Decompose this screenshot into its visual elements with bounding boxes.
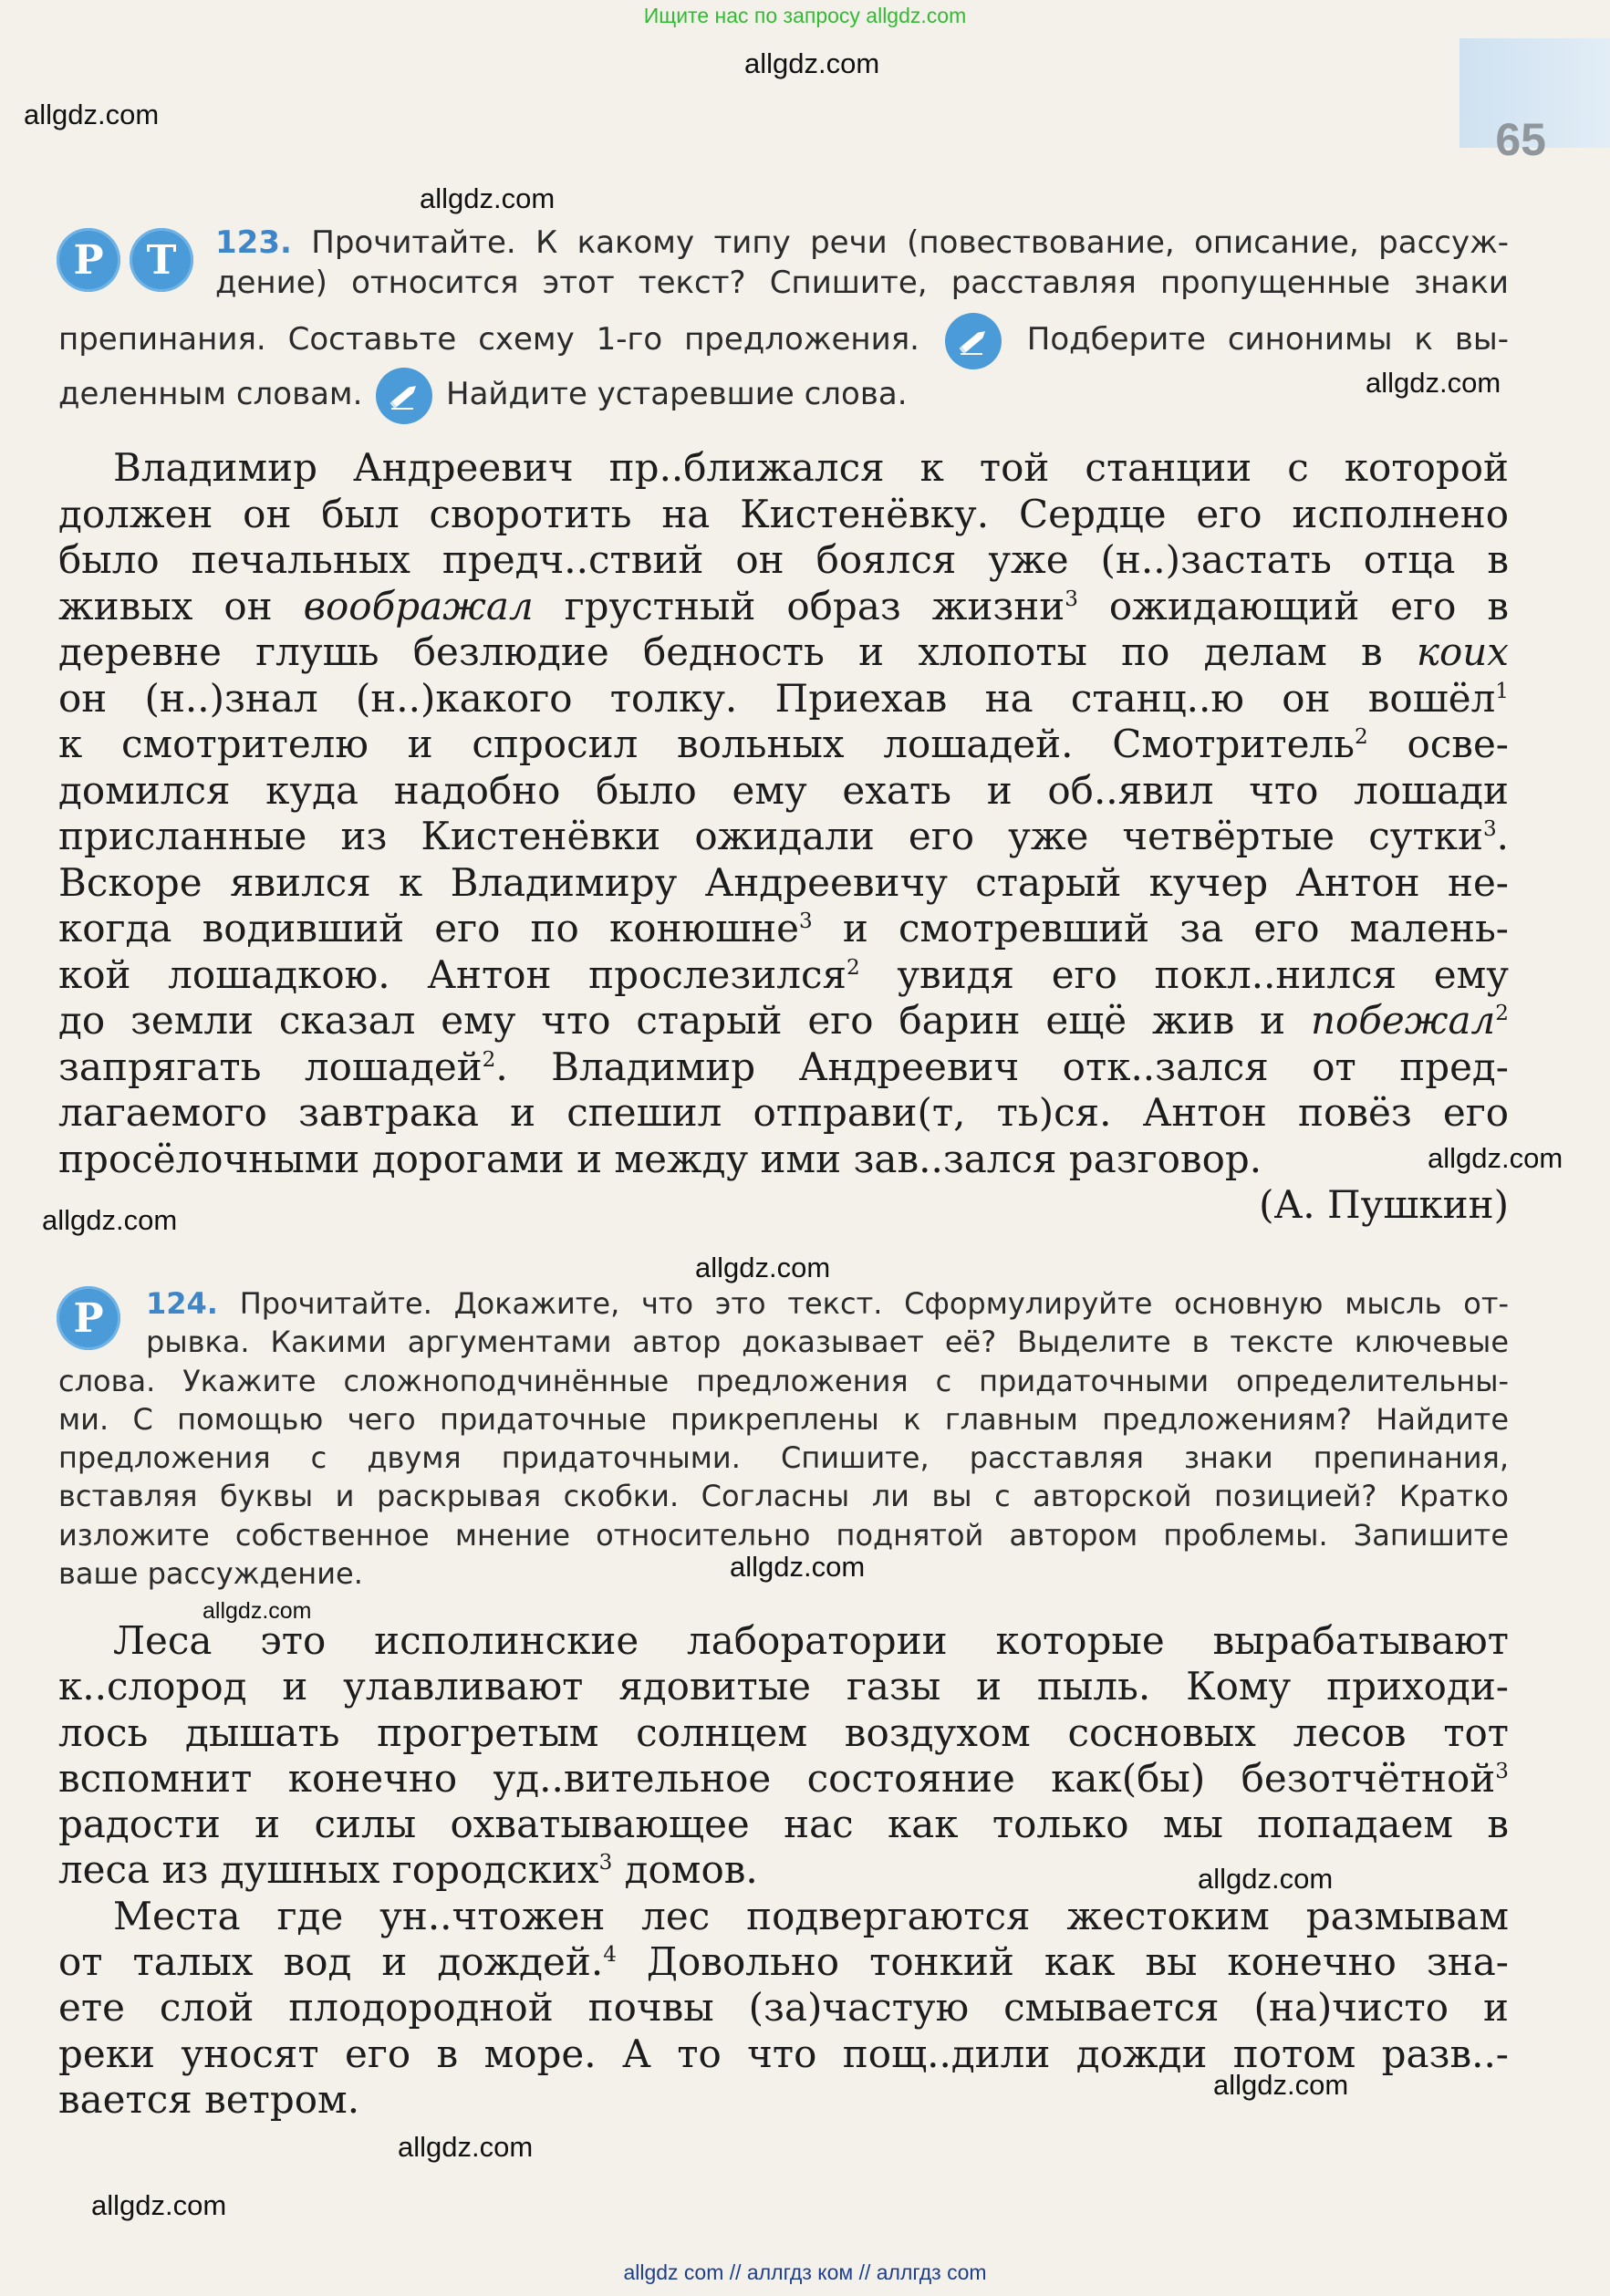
task-line: ми. С помощью чего придаточные прикреплены к главным предложениям? Найдите	[58, 1401, 1509, 1437]
text-line: ете слой плодородной почвы (за)частую смывается (на)чисто и	[58, 1985, 1509, 2031]
text-line: от талых вод и дождей.$^4$ Довольно тонкий как вы конечно зна-	[58, 1939, 1509, 1985]
text-line: деревне глушь безлюдие бедность и хлопоты по делам в коих	[58, 629, 1509, 674]
watermark: allgdz.com	[744, 47, 880, 79]
text-line: Места где ун..чтожен лес подвергаются жестоким размывам	[113, 1893, 1509, 1938]
task-line: Найдите устаревшие слова.	[446, 376, 908, 412]
task-line: ваше рассуждение.	[58, 1556, 363, 1592]
text-line: вается ветром.	[58, 2076, 360, 2122]
text-line: присланные из Кистенёвки ожидали его уже четвёртые сутки$^3$.	[58, 814, 1509, 858]
text-line: запрягать лошадей$^2$. Владимир Андреевич отк..зался от пред-	[58, 1044, 1509, 1089]
pencil-icon	[945, 313, 1002, 369]
text-line: радости и силы охватывающее нас как только мы попадаем в	[58, 1802, 1509, 1847]
task-line: препинания. Составьте схему 1-го предложения.	[58, 321, 919, 358]
text-line: лагаемого завтрака и спешил отправи(т, ть)ся. Антон повёз его	[58, 1090, 1509, 1135]
text-line: до земли сказал ему что старый его барин ещё жив и побежал$^2$	[58, 998, 1509, 1043]
watermark: allgdz.com	[398, 2131, 534, 2163]
watermark: allgdz.com	[1198, 1863, 1334, 1895]
task-124-number: 124.	[146, 1286, 218, 1321]
pencil-icon	[376, 368, 432, 424]
text-line: домился куда надобно было ему ехать и об..явил что лошади	[58, 767, 1509, 813]
watermark: allgdz.com	[730, 1551, 866, 1583]
watermark: allgdz.com	[1428, 1142, 1563, 1174]
task-line: вставляя буквы и раскрывая скобки. Согласны ли вы с авторской позицией? Кратко	[58, 1479, 1509, 1514]
task-line: Прочитайте. К какому типу речи (повествование, описание, рассуж-	[311, 224, 1509, 261]
task-123-instructions	[58, 224, 1509, 421]
task-line: Подберите синонимы к вы-	[1026, 321, 1509, 358]
text-line: когда водивший его по конюшне$^3$ и смотревший за его малень-	[58, 906, 1509, 951]
watermark: allgdz.com	[91, 2189, 227, 2221]
badge-p-icon: Р	[57, 1286, 120, 1350]
footer-watermark: allgdz com // аллгдз ком // аллгдз com	[623, 2260, 987, 2284]
text-line: реки уносят его в море. А то что пощ..дили дожди потом разв..-	[58, 2031, 1509, 2076]
task-line: деленным словам.	[58, 376, 363, 412]
text-line: просёлочными дорогами и между ими зав..зался разговор.	[58, 1136, 1262, 1181]
task-line: предложения с двумя придаточными. Спишите, расставляя знаки препинания,	[58, 1440, 1509, 1476]
text-line: он (н..)знал (н..)какого толку. Приехав на станц..ю он вошёл$^1$	[58, 675, 1509, 721]
watermark: allgdz.com	[203, 1598, 312, 1624]
watermark: allgdz.com	[42, 1204, 178, 1236]
task-line: Прочитайте. Докажите, что это текст. Сформулируйте основную мысль от-	[239, 1286, 1510, 1321]
task-line: слова. Укажите сложноподчинённые предложения с придаточными определительны-	[58, 1363, 1509, 1398]
task-124-instructions	[58, 1284, 1509, 1593]
watermark: allgdz.com	[695, 1252, 831, 1283]
text-124	[58, 1618, 1509, 2123]
text-line: Владимир Андреевич пр..ближался к той станции с которой	[113, 445, 1509, 490]
text-123	[58, 445, 1509, 1229]
text-line: было печальных предч..ствий он боялся уже (н..)застать отца в	[58, 537, 1509, 582]
badge-t-icon: Т	[130, 228, 193, 292]
watermark: allgdz.com	[1213, 2069, 1349, 2101]
text-line: к смотрителю и спросил вольных лошадей. Смотритель$^2$ осве-	[58, 722, 1510, 766]
text-line: должен он был своротить на Кистенёвку. Сердце его исполнено	[58, 491, 1509, 536]
text-line: Вскоре явился к Владимиру Андреевичу старый кучер Антон не-	[58, 859, 1509, 905]
task-line: рывка. Какими аргументами автор доказывает её? Выделите в тексте ключевые	[146, 1325, 1509, 1360]
task-123-number: 123.	[215, 224, 292, 261]
badge-p-icon: Р	[57, 228, 120, 292]
author-signature: (А. Пушкин)	[1259, 1182, 1509, 1227]
top-banner-watermark: Ищите нас по запросу allgdz.com	[643, 4, 967, 27]
watermark: allgdz.com	[1366, 367, 1501, 399]
task-line: дение) относится этот текст? Спишите, расставляя пропущенные знаки	[215, 265, 1509, 301]
text-line: вспомнит конечно уд..вительное состояние как(бы) безотчётной$^3$	[58, 1755, 1509, 1801]
task-line: изложите собственное мнение относительно поднятой автором проблемы. Запишите	[58, 1517, 1509, 1553]
text-line: кой лошадкою. Антон прослезился$^2$ увидя его покл..нился ему	[58, 951, 1509, 997]
text-line: Леса это исполинские лаборатории которые вырабатывают	[113, 1618, 1509, 1663]
page-number: 65	[1495, 114, 1546, 165]
text-line: живых он воображал грустный образ жизни$^3$ ожидающий его в	[58, 583, 1509, 629]
text-line: леса из душных городских$^3$ домов.	[58, 1847, 758, 1893]
watermark: allgdz.com	[24, 99, 160, 130]
watermark: allgdz.com	[420, 182, 556, 214]
text-line: лось дышать прогретым солнцем воздухом сосновых лесов тот	[58, 1709, 1509, 1755]
text-line: к..слород и улавливают ядовитые газы и пыль. Кому приходи-	[58, 1664, 1509, 1709]
